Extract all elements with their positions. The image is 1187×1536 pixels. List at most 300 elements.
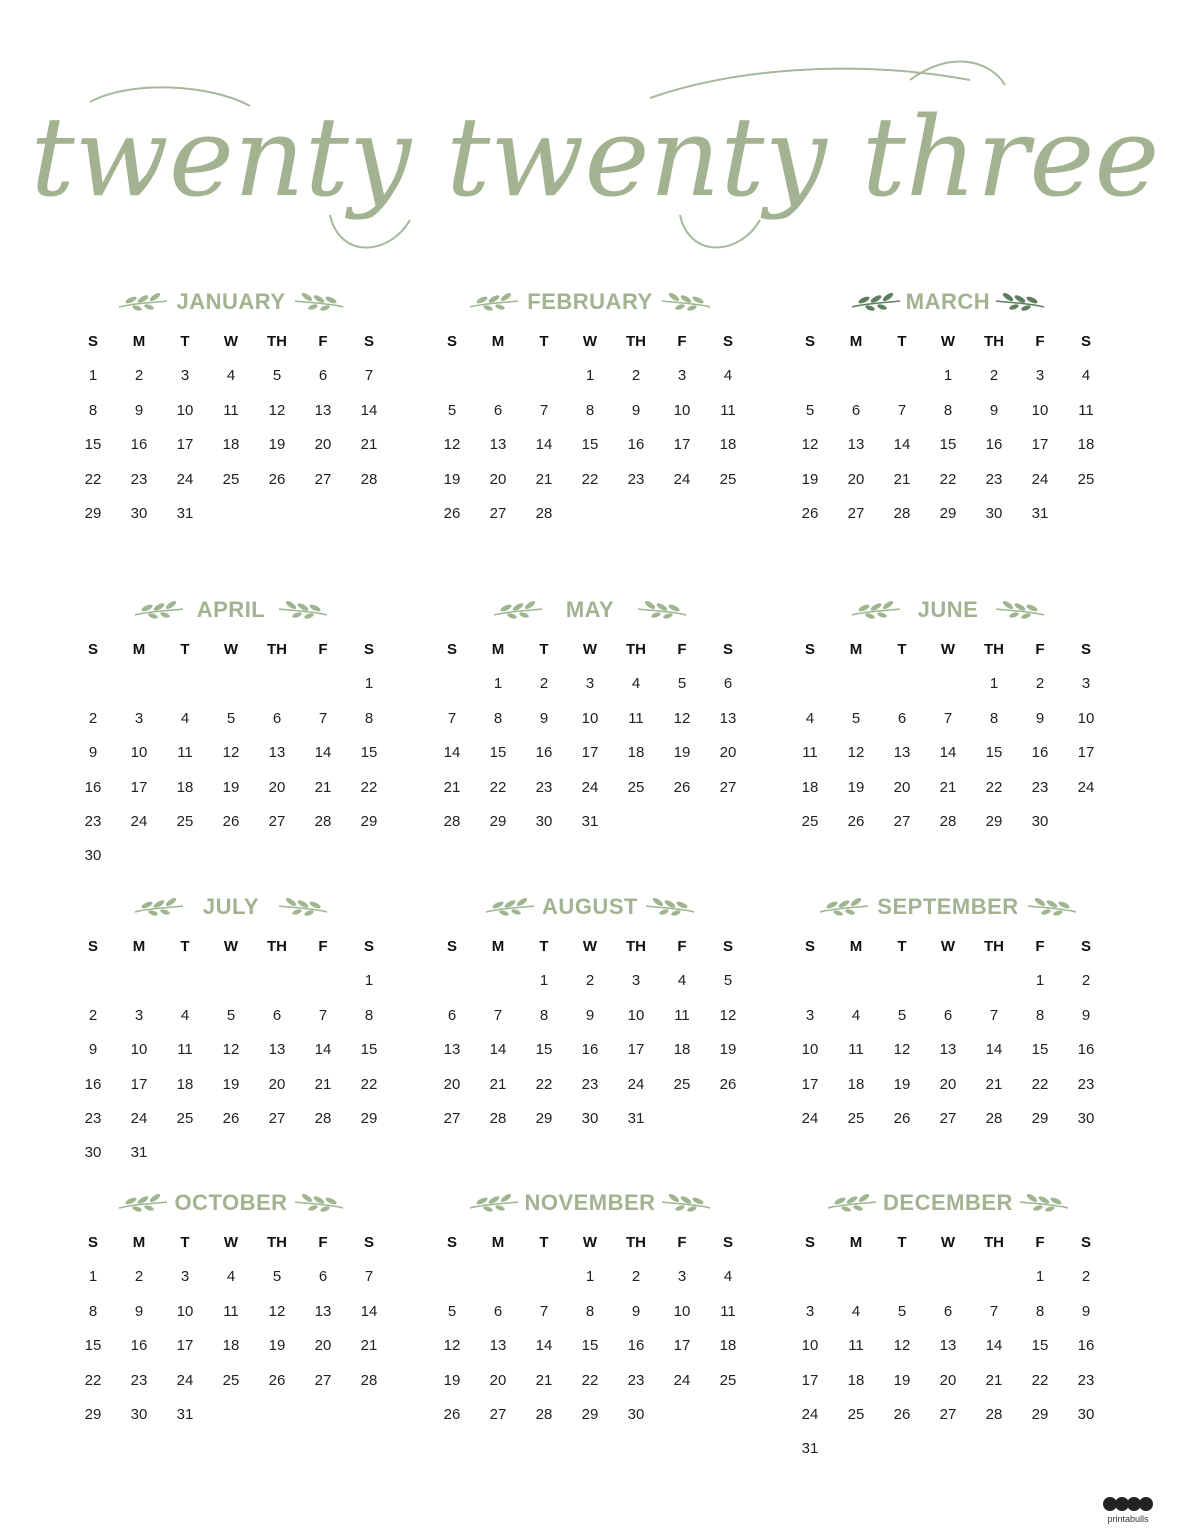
month-header bbox=[429, 593, 751, 627]
day-cell: 29 bbox=[489, 812, 507, 830]
day-cell: 25 bbox=[222, 470, 240, 488]
day-cell: 12 bbox=[893, 1041, 911, 1059]
day-cell: 22 bbox=[489, 778, 507, 796]
empty-cell bbox=[162, 964, 208, 998]
empty-cell bbox=[787, 964, 833, 998]
day-cell: 11 bbox=[177, 744, 193, 762]
day-cell: 5 bbox=[272, 367, 282, 385]
weekday-label: F bbox=[677, 333, 687, 350]
day-cell: 18 bbox=[222, 1337, 240, 1355]
day-cell: 19 bbox=[847, 778, 865, 796]
empty-cell bbox=[254, 964, 300, 998]
day-cell: 31 bbox=[176, 504, 194, 522]
day-cell: 22 bbox=[1031, 1371, 1049, 1389]
weekday-label: TH bbox=[984, 1234, 1004, 1251]
empty-cell bbox=[833, 964, 879, 998]
day-cell: 5 bbox=[851, 709, 861, 727]
month-header bbox=[70, 1186, 392, 1220]
day-cell: 3 bbox=[805, 1302, 815, 1320]
day-cell: 12 bbox=[268, 1302, 286, 1320]
day-cell: 15 bbox=[1031, 1041, 1049, 1059]
day-cell: 26 bbox=[443, 1405, 461, 1423]
weekday-label: M bbox=[132, 333, 146, 350]
day-cell: 14 bbox=[314, 744, 332, 762]
day-cell: 10 bbox=[801, 1041, 819, 1059]
weekday-label: S bbox=[804, 938, 815, 955]
day-cell: 30 bbox=[581, 1109, 599, 1127]
day-cell: 29 bbox=[84, 504, 102, 522]
day-cell: 21 bbox=[314, 1075, 332, 1093]
title-text: twenty twenty three bbox=[30, 93, 1160, 221]
day-cell: 20 bbox=[268, 1075, 286, 1093]
weekday-label: S bbox=[446, 1234, 457, 1251]
weekday-label: S bbox=[804, 1234, 815, 1251]
weekday-label: W bbox=[940, 1234, 956, 1251]
empty-cell bbox=[70, 964, 116, 998]
day-cell: 1 bbox=[364, 675, 374, 693]
day-cell: 13 bbox=[939, 1337, 957, 1355]
day-cell: 7 bbox=[447, 709, 457, 727]
day-cell: 21 bbox=[443, 778, 461, 796]
day-cell: 27 bbox=[443, 1109, 461, 1127]
day-cell: 14 bbox=[314, 1041, 332, 1059]
day-cell: 21 bbox=[985, 1371, 1003, 1389]
day-cell: 23 bbox=[1077, 1371, 1095, 1389]
weekday-label: S bbox=[804, 333, 815, 350]
day-cell: 16 bbox=[84, 1075, 102, 1093]
weekday-label: TH bbox=[984, 938, 1004, 955]
day-cell: 22 bbox=[360, 778, 378, 796]
month-header bbox=[787, 890, 1109, 924]
day-cell: 6 bbox=[723, 675, 733, 693]
day-cell: 28 bbox=[893, 504, 911, 522]
day-cell: 20 bbox=[847, 470, 865, 488]
weekday-label: F bbox=[1035, 1234, 1045, 1251]
day-cell: 4 bbox=[180, 1006, 190, 1024]
day-cell: 23 bbox=[1077, 1075, 1095, 1093]
day-cell: 10 bbox=[176, 401, 194, 419]
day-cell: 27 bbox=[939, 1405, 957, 1423]
weekday-label: M bbox=[849, 1234, 863, 1251]
day-cell: 5 bbox=[226, 1006, 236, 1024]
day-cell: 29 bbox=[939, 504, 957, 522]
weekday-label: F bbox=[318, 938, 328, 955]
empty-cell bbox=[925, 667, 971, 701]
day-cell: 2 bbox=[631, 367, 641, 385]
day-cell: 10 bbox=[176, 1302, 194, 1320]
day-cell: 6 bbox=[318, 367, 328, 385]
month-name: JANUARY bbox=[176, 289, 286, 314]
day-cell: 30 bbox=[84, 847, 102, 865]
day-cell: 28 bbox=[360, 470, 378, 488]
day-cell: 28 bbox=[314, 812, 332, 830]
day-cell: 15 bbox=[360, 1041, 378, 1059]
day-cell: 6 bbox=[943, 1006, 953, 1024]
weekday-label: M bbox=[132, 641, 146, 658]
day-cell: 10 bbox=[627, 1006, 645, 1024]
day-cell: 8 bbox=[88, 401, 98, 419]
day-cell: 7 bbox=[364, 367, 374, 385]
day-cell: 19 bbox=[443, 470, 461, 488]
day-cell: 9 bbox=[1035, 709, 1045, 727]
day-cell: 28 bbox=[535, 1405, 553, 1423]
day-cell: 25 bbox=[1077, 470, 1095, 488]
day-cell: 11 bbox=[628, 709, 644, 727]
weekday-label: W bbox=[940, 333, 956, 350]
day-cell: 20 bbox=[314, 436, 332, 454]
day-cell: 30 bbox=[130, 1405, 148, 1423]
weekday-label: TH bbox=[267, 641, 287, 658]
day-cell: 7 bbox=[364, 1268, 374, 1286]
day-cell: 24 bbox=[176, 470, 194, 488]
day-cell: 24 bbox=[581, 778, 599, 796]
day-cell: 1 bbox=[88, 367, 98, 385]
day-cell: 23 bbox=[985, 470, 1003, 488]
day-cell: 6 bbox=[272, 1006, 282, 1024]
day-cell: 1 bbox=[493, 675, 503, 693]
calendar-title bbox=[30, 40, 1160, 280]
day-cell: 20 bbox=[939, 1371, 957, 1389]
day-cell: 27 bbox=[719, 778, 737, 796]
day-cell: 7 bbox=[539, 401, 549, 419]
empty-cell bbox=[787, 667, 833, 701]
weekday-label: W bbox=[223, 1234, 239, 1251]
day-cell: 6 bbox=[272, 709, 282, 727]
day-cell: 13 bbox=[893, 744, 911, 762]
day-cell: 15 bbox=[939, 436, 957, 454]
day-cell: 8 bbox=[88, 1302, 98, 1320]
weekday-label: TH bbox=[626, 938, 646, 955]
weekday-label: TH bbox=[984, 641, 1004, 658]
day-cell: 4 bbox=[631, 675, 641, 693]
day-cell: 5 bbox=[677, 675, 687, 693]
empty-cell bbox=[475, 964, 521, 998]
day-cell: 19 bbox=[893, 1371, 911, 1389]
day-cell: 1 bbox=[539, 972, 549, 990]
weekday-label: T bbox=[539, 1234, 549, 1251]
day-cell: 22 bbox=[1031, 1075, 1049, 1093]
weekday-label: M bbox=[849, 333, 863, 350]
day-cell: 21 bbox=[535, 470, 553, 488]
day-cell: 24 bbox=[130, 812, 148, 830]
day-cell: 17 bbox=[673, 1337, 691, 1355]
weekday-label: W bbox=[582, 1234, 598, 1251]
weekday-label: TH bbox=[626, 1234, 646, 1251]
day-cell: 10 bbox=[673, 401, 691, 419]
month-name: APRIL bbox=[196, 597, 266, 622]
weekday-label: T bbox=[180, 333, 190, 350]
day-cell: 3 bbox=[134, 1006, 144, 1024]
day-cell: 15 bbox=[84, 1337, 102, 1355]
day-cell: 2 bbox=[88, 1006, 98, 1024]
day-cell: 13 bbox=[489, 1337, 507, 1355]
weekday-label: W bbox=[940, 641, 956, 658]
day-cell: 13 bbox=[314, 401, 332, 419]
day-cell: 19 bbox=[443, 1371, 461, 1389]
weekday-label: T bbox=[897, 938, 907, 955]
day-cell: 2 bbox=[134, 367, 144, 385]
day-cell: 31 bbox=[801, 1440, 819, 1458]
logo-text: printabulls bbox=[1107, 1514, 1149, 1524]
month-grid bbox=[787, 633, 1109, 839]
day-cell: 11 bbox=[720, 1302, 736, 1320]
day-cell: 12 bbox=[443, 436, 461, 454]
weekday-label: T bbox=[539, 333, 549, 350]
day-cell: 30 bbox=[84, 1144, 102, 1162]
day-cell: 5 bbox=[723, 972, 733, 990]
day-cell: 5 bbox=[805, 401, 815, 419]
weekday-label: S bbox=[1080, 1234, 1091, 1251]
day-cell: 26 bbox=[268, 1371, 286, 1389]
weekday-label: TH bbox=[626, 333, 646, 350]
day-cell: 11 bbox=[223, 1302, 239, 1320]
day-cell: 10 bbox=[673, 1302, 691, 1320]
day-cell: 9 bbox=[631, 401, 641, 419]
day-cell: 14 bbox=[360, 401, 378, 419]
empty-cell bbox=[833, 359, 879, 393]
day-cell: 5 bbox=[226, 709, 236, 727]
day-cell: 17 bbox=[176, 436, 194, 454]
day-cell: 23 bbox=[1031, 778, 1049, 796]
day-cell: 15 bbox=[535, 1041, 553, 1059]
day-cell: 15 bbox=[84, 436, 102, 454]
day-cell: 12 bbox=[847, 744, 865, 762]
weekday-label: S bbox=[722, 1234, 733, 1251]
day-cell: 23 bbox=[84, 812, 102, 830]
day-cell: 20 bbox=[939, 1075, 957, 1093]
day-cell: 4 bbox=[723, 367, 733, 385]
day-cell: 3 bbox=[805, 1006, 815, 1024]
weekday-label: S bbox=[722, 333, 733, 350]
day-cell: 19 bbox=[801, 470, 819, 488]
weekday-label: M bbox=[132, 1234, 146, 1251]
day-cell: 30 bbox=[985, 504, 1003, 522]
day-cell: 11 bbox=[848, 1337, 864, 1355]
day-cell: 29 bbox=[985, 812, 1003, 830]
day-cell: 12 bbox=[673, 709, 691, 727]
day-cell: 5 bbox=[272, 1268, 282, 1286]
weekday-label: S bbox=[1080, 641, 1091, 658]
day-cell: 20 bbox=[314, 1337, 332, 1355]
day-cell: 2 bbox=[1035, 675, 1045, 693]
day-cell: 3 bbox=[677, 367, 687, 385]
day-cell: 11 bbox=[223, 401, 239, 419]
day-cell: 3 bbox=[677, 1268, 687, 1286]
month-name: AUGUST bbox=[542, 894, 638, 919]
day-cell: 24 bbox=[673, 1371, 691, 1389]
day-cell: 8 bbox=[493, 709, 503, 727]
day-cell: 30 bbox=[130, 504, 148, 522]
month-header bbox=[429, 1186, 751, 1220]
day-cell: 24 bbox=[176, 1371, 194, 1389]
month-header bbox=[70, 890, 392, 924]
day-cell: 1 bbox=[585, 1268, 595, 1286]
day-cell: 18 bbox=[673, 1041, 691, 1059]
day-cell: 23 bbox=[627, 1371, 645, 1389]
weekday-label: S bbox=[363, 333, 374, 350]
day-cell: 2 bbox=[539, 675, 549, 693]
day-cell: 2 bbox=[134, 1268, 144, 1286]
empty-cell bbox=[162, 667, 208, 701]
weekday-label: W bbox=[582, 333, 598, 350]
day-cell: 16 bbox=[627, 436, 645, 454]
day-cell: 21 bbox=[489, 1075, 507, 1093]
printabulls-logo bbox=[1098, 1492, 1158, 1528]
day-cell: 28 bbox=[360, 1371, 378, 1389]
day-cell: 4 bbox=[723, 1268, 733, 1286]
day-cell: 10 bbox=[1031, 401, 1049, 419]
day-cell: 24 bbox=[673, 470, 691, 488]
day-cell: 17 bbox=[581, 744, 599, 762]
month-name: JUNE bbox=[917, 597, 979, 622]
day-cell: 9 bbox=[631, 1302, 641, 1320]
day-cell: 18 bbox=[847, 1371, 865, 1389]
day-cell: 19 bbox=[268, 1337, 286, 1355]
weekday-label: W bbox=[223, 938, 239, 955]
day-cell: 26 bbox=[719, 1075, 737, 1093]
day-cell: 27 bbox=[314, 1371, 332, 1389]
day-cell: 20 bbox=[719, 744, 737, 762]
month-header bbox=[787, 1186, 1109, 1220]
month-grid bbox=[429, 325, 751, 531]
weekday-label: T bbox=[897, 333, 907, 350]
day-cell: 18 bbox=[847, 1075, 865, 1093]
empty-cell bbox=[879, 359, 925, 393]
day-cell: 7 bbox=[897, 401, 907, 419]
day-cell: 29 bbox=[84, 1405, 102, 1423]
day-cell: 20 bbox=[443, 1075, 461, 1093]
empty-cell bbox=[879, 667, 925, 701]
empty-cell bbox=[521, 1260, 567, 1294]
day-cell: 3 bbox=[1035, 367, 1045, 385]
month-grid bbox=[787, 325, 1109, 531]
day-cell: 14 bbox=[939, 744, 957, 762]
day-cell: 6 bbox=[851, 401, 861, 419]
empty-cell bbox=[879, 1260, 925, 1294]
month-grid bbox=[787, 1226, 1109, 1467]
day-cell: 18 bbox=[222, 436, 240, 454]
day-cell: 12 bbox=[222, 1041, 240, 1059]
day-cell: 5 bbox=[447, 1302, 457, 1320]
day-cell: 26 bbox=[268, 470, 286, 488]
weekday-label: W bbox=[940, 938, 956, 955]
day-cell: 10 bbox=[130, 1041, 148, 1059]
weekday-label: S bbox=[722, 641, 733, 658]
day-cell: 21 bbox=[314, 778, 332, 796]
weekday-label: S bbox=[446, 938, 457, 955]
day-cell: 11 bbox=[720, 401, 736, 419]
month-grid bbox=[70, 325, 392, 531]
weekday-label: M bbox=[491, 641, 505, 658]
day-cell: 16 bbox=[130, 1337, 148, 1355]
day-cell: 26 bbox=[893, 1405, 911, 1423]
day-cell: 9 bbox=[539, 709, 549, 727]
day-cell: 15 bbox=[581, 436, 599, 454]
day-cell: 24 bbox=[1077, 778, 1095, 796]
day-cell: 3 bbox=[1081, 675, 1091, 693]
day-cell: 25 bbox=[176, 1109, 194, 1127]
empty-cell bbox=[300, 667, 346, 701]
weekday-label: S bbox=[1080, 938, 1091, 955]
day-cell: 14 bbox=[443, 744, 461, 762]
day-cell: 2 bbox=[631, 1268, 641, 1286]
day-cell: 26 bbox=[847, 812, 865, 830]
day-cell: 30 bbox=[535, 812, 553, 830]
day-cell: 29 bbox=[581, 1405, 599, 1423]
day-cell: 4 bbox=[180, 709, 190, 727]
day-cell: 26 bbox=[222, 812, 240, 830]
day-cell: 28 bbox=[314, 1109, 332, 1127]
day-cell: 31 bbox=[627, 1109, 645, 1127]
month-grid bbox=[429, 930, 751, 1136]
day-cell: 31 bbox=[130, 1144, 148, 1162]
weekday-label: TH bbox=[267, 333, 287, 350]
day-cell: 16 bbox=[130, 436, 148, 454]
day-cell: 23 bbox=[581, 1075, 599, 1093]
day-cell: 10 bbox=[581, 709, 599, 727]
day-cell: 14 bbox=[489, 1041, 507, 1059]
weekday-label: M bbox=[491, 333, 505, 350]
month-grid bbox=[787, 930, 1109, 1136]
day-cell: 8 bbox=[585, 1302, 595, 1320]
day-cell: 1 bbox=[1035, 1268, 1045, 1286]
weekday-label: S bbox=[363, 938, 374, 955]
day-cell: 9 bbox=[134, 401, 144, 419]
weekday-label: F bbox=[318, 333, 328, 350]
bulls-logo-icon bbox=[1098, 1492, 1158, 1516]
empty-cell bbox=[475, 1260, 521, 1294]
day-cell: 27 bbox=[314, 470, 332, 488]
day-cell: 12 bbox=[893, 1337, 911, 1355]
month-header bbox=[787, 593, 1109, 627]
day-cell: 30 bbox=[1077, 1109, 1095, 1127]
day-cell: 20 bbox=[893, 778, 911, 796]
day-cell: 24 bbox=[627, 1075, 645, 1093]
day-cell: 11 bbox=[802, 744, 818, 762]
day-cell: 2 bbox=[989, 367, 999, 385]
day-cell: 3 bbox=[134, 709, 144, 727]
day-cell: 1 bbox=[364, 972, 374, 990]
weekday-label: S bbox=[87, 1234, 98, 1251]
day-cell: 13 bbox=[268, 1041, 286, 1059]
day-cell: 7 bbox=[493, 1006, 503, 1024]
day-cell: 28 bbox=[535, 504, 553, 522]
day-cell: 17 bbox=[627, 1041, 645, 1059]
weekday-label: W bbox=[582, 938, 598, 955]
day-cell: 29 bbox=[1031, 1405, 1049, 1423]
day-cell: 17 bbox=[801, 1075, 819, 1093]
day-cell: 8 bbox=[539, 1006, 549, 1024]
day-cell: 28 bbox=[939, 812, 957, 830]
empty-cell bbox=[116, 964, 162, 998]
day-cell: 28 bbox=[489, 1109, 507, 1127]
day-cell: 15 bbox=[489, 744, 507, 762]
month-name: FEBRUARY bbox=[527, 289, 653, 314]
day-cell: 11 bbox=[674, 1006, 690, 1024]
day-cell: 6 bbox=[943, 1302, 953, 1320]
day-cell: 14 bbox=[985, 1041, 1003, 1059]
day-cell: 25 bbox=[847, 1405, 865, 1423]
day-cell: 9 bbox=[134, 1302, 144, 1320]
day-cell: 8 bbox=[989, 709, 999, 727]
empty-cell bbox=[429, 964, 475, 998]
day-cell: 30 bbox=[1031, 812, 1049, 830]
day-cell: 7 bbox=[989, 1006, 999, 1024]
day-cell: 23 bbox=[535, 778, 553, 796]
day-cell: 27 bbox=[939, 1109, 957, 1127]
day-cell: 10 bbox=[801, 1337, 819, 1355]
day-cell: 22 bbox=[939, 470, 957, 488]
